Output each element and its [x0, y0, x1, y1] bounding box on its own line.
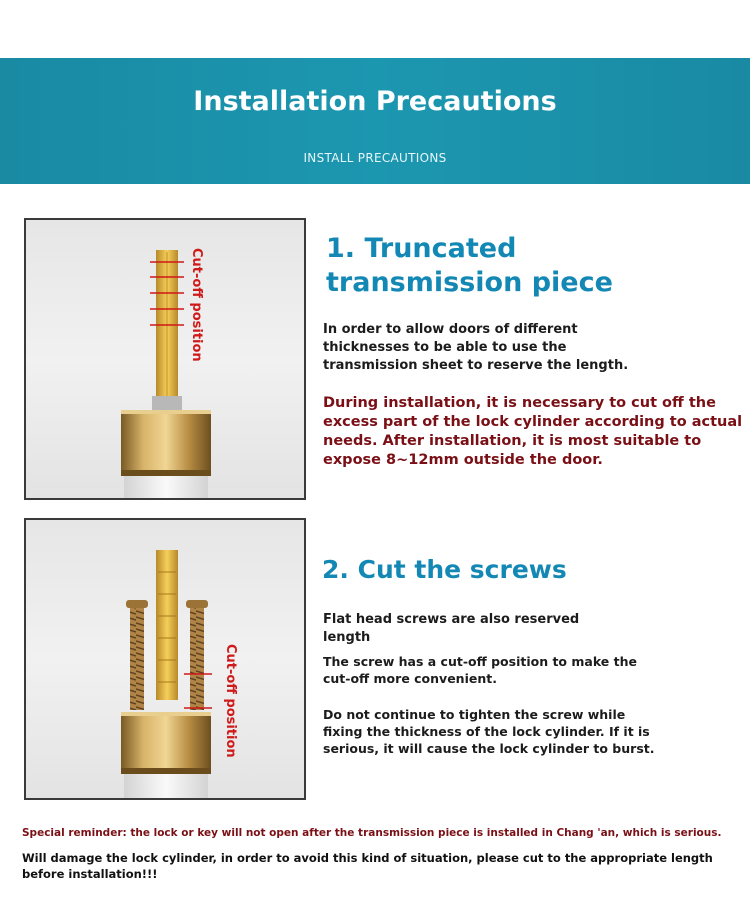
- section2-description-2: The screw has a cut-off position to make the cut-off more convenient.: [323, 654, 637, 686]
- section2-warning: Do not continue to tighten the screw while fixing the thickness of the lock cylinder. If it is serious, it will cause the lock cylinder to burst.: [323, 707, 655, 756]
- transmission-piece-illustration: [24, 218, 306, 500]
- section1-instruction: During installation, it is necessary to cut off the excess part of the lock cylinder according to actual needs. After installation, it is most suitable to expose 8~12mm outside the door.: [323, 395, 743, 468]
- screws-drawing: [26, 520, 304, 798]
- installation-warning: Will damage the lock cylinder, in order to avoid this kind of situation, please cut to the appropriate length before installation!!!: [22, 851, 713, 881]
- cut-marks: [26, 220, 304, 498]
- screw-cut-off-position-label: Cut-off position: [223, 644, 238, 758]
- cut-off-position-label: Cut-off position: [189, 248, 204, 362]
- screws-illustration: [24, 518, 306, 800]
- section1-description: In order to allow doors of different thicknesses to be able to use the transmission sheet to reserve the length.: [323, 322, 629, 373]
- page-title: Installation Precautions: [193, 86, 557, 117]
- special-reminder: Special reminder: the lock or key will not open after the transmission piece is installed in Chang 'an, which is serious.: [22, 827, 722, 839]
- header-banner: [0, 58, 750, 184]
- section2-description-1: Flat head screws are also reserved length: [323, 612, 580, 645]
- page-subtitle: INSTALL PRECAUTIONS: [303, 151, 447, 165]
- section1-heading: 1. Truncated transmission piece: [326, 233, 613, 298]
- section2-heading: 2. Cut the screws: [322, 555, 567, 584]
